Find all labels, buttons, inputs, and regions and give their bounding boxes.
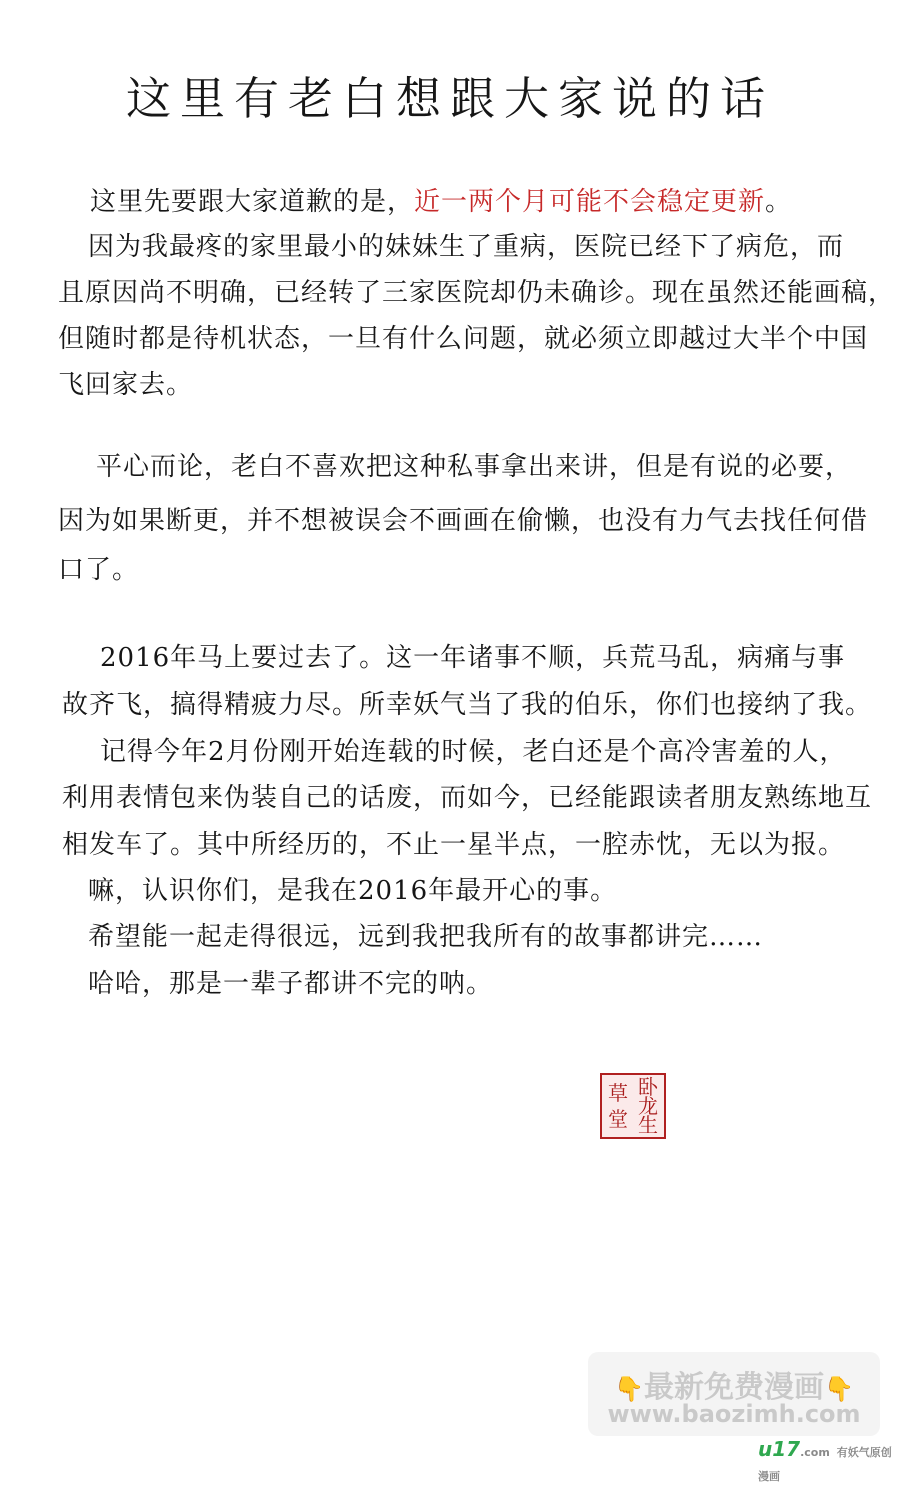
watermark-url: www.baozimh.com: [607, 1400, 861, 1428]
brand-tagline: 有妖气原创漫画: [758, 1446, 892, 1483]
seal-char: 生: [638, 1113, 658, 1137]
paragraph-1-line-5: 飞回家去。: [58, 370, 194, 400]
paragraph-1-line-1: 这里先要跟大家道歉的是，近一两个月可能不会稳定更新。: [90, 187, 793, 217]
page-title: 这里有老白想跟大家说的话: [125, 72, 774, 125]
paragraph-3-line-1: 2016年马上要过去了。这一年诸事不顺，兵荒马乱，病痛与事: [100, 643, 846, 673]
highlight-notice: 近一两个月可能不会稳定更新: [414, 187, 766, 217]
u17-logo: u17.com 有妖气原创漫画: [758, 1437, 892, 1483]
seal-char: 卧: [638, 1075, 658, 1099]
seal-char: 堂: [608, 1107, 628, 1131]
paragraph-3-line-4: 利用表情包来伪装自己的话废，而如今，已经能跟读者朋友熟练地互: [62, 783, 873, 813]
author-seal-stamp: [600, 1073, 666, 1139]
paragraph-1-line-3: 且原因尚不明确，已经转了三家医院却仍未确诊。现在虽然还能画稿，: [58, 278, 896, 308]
paragraph-3-line-5: 相发车了。其中所经历的，不止一星半点，一腔赤忱，无以为报。: [62, 830, 846, 860]
paragraph-3-line-6: 嘛，认识你们，是我在2016年最开心的事。: [88, 876, 618, 906]
paragraph-2-line-3: 口了。: [58, 555, 140, 585]
pointing-down-hand-icon: 👇: [824, 1375, 854, 1403]
paragraph-3-line-3: 记得今年2月份刚开始连载的时候，老白还是个高冷害羞的人，: [100, 737, 847, 767]
seal-char: 龙: [638, 1094, 658, 1118]
pointing-down-hand-icon: 👇: [614, 1375, 644, 1403]
paragraph-2-line-2: 因为如果断更，并不想被误会不画画在偷懒，也没有力气去找任何借: [58, 506, 869, 536]
paragraph-3-line-2: 故齐飞，搞得精疲力尽。所幸妖气当了我的伯乐，你们也接纳了我。: [62, 690, 873, 720]
paragraph-3-line-7: 希望能一起走得很远，远到我把我所有的故事都讲完……: [88, 922, 764, 952]
watermark-top-line: 👇最新免费漫画👇: [614, 1370, 854, 1405]
paragraph-3-line-8: 哈哈，那是一辈子都讲不完的呐。: [88, 969, 494, 999]
paragraph-2-line-1: 平心而论，老白不喜欢把这种私事拿出来讲，但是有说的必要，: [96, 452, 853, 482]
paragraph-1-line-2: 因为我最疼的家里最小的妹妹生了重病，医院已经下了病危，而: [88, 232, 845, 262]
paragraph-1-line-4: 但随时都是待机状态，一旦有什么问题，就必须立即越过大半个中国: [58, 324, 869, 354]
watermark-banner: [588, 1352, 880, 1436]
seal-char: 草: [608, 1081, 628, 1105]
